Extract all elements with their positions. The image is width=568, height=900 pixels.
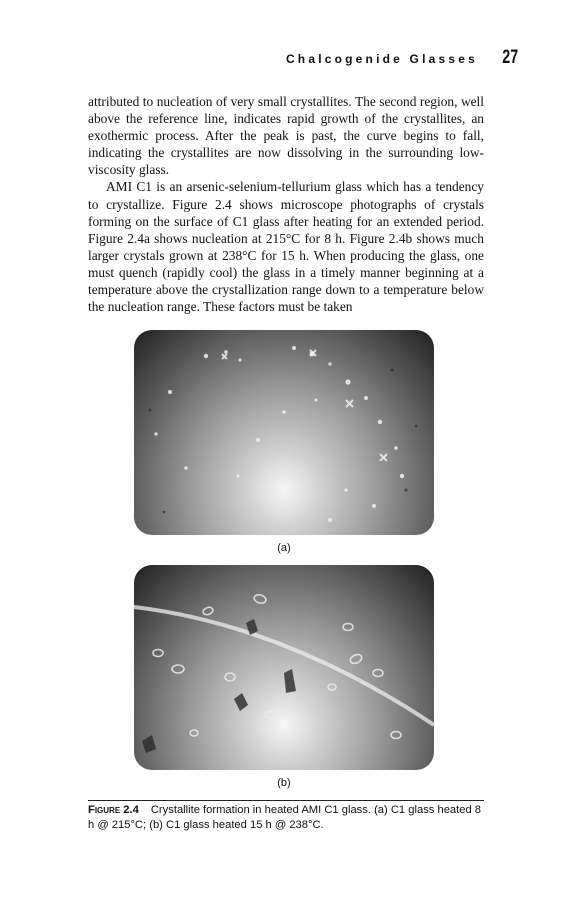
body-text (88, 93, 484, 315)
figure-caption-text: Crystallite formation in heated AMI C1 glass. (a) C1 glass heated 8 h @ 215°C; (b) C1 glass heated 15 h @ 238°C. (88, 804, 482, 831)
figure-panel-label-b: (b) (277, 777, 291, 789)
figure-photo-b (134, 565, 434, 770)
page-number: 27 (502, 47, 518, 68)
figure-caption-label: Figure 2.4 (88, 804, 139, 816)
running-head-title: Chalcogenide Glasses (285, 52, 478, 66)
figure-photo-a (134, 330, 434, 535)
caption-rule (88, 800, 484, 801)
body-paragraph-1: attributed to nucleation of very small crystallites. The second region, well above the reference line, indicates rapid growth of the crystallites, an exothermic process. After the peak is past, the curve begins to fall, indicating the crystallites are now dissolving in the surrounding low-viscosity glass. (88, 94, 484, 178)
body-paragraph-2: AMI C1 is an arsenic-selenium-tellurium glass which has a tendency to crystallize. Figure 2.4 shows microscope photographs of crystals forming on the surface of C1 glass after heating for an extended period. Figure 2.4a shows nucleation at 215°C for 8 h. Figure 2.4b shows much larger crystals grown at 238°C for 15 h. When producing the glass, one must quench (rapidly cool) the glass in a timely manner beginning at a temperature above the crystallization range down to a temperature below the nucleation range. These factors must be taken (88, 179, 484, 315)
figure-photo-a-crystals (134, 330, 434, 535)
figure-caption (88, 803, 484, 832)
figure-photo-b-crystals (134, 565, 434, 770)
figure-panel-label-a: (a) (277, 542, 291, 554)
running-head (88, 47, 518, 72)
